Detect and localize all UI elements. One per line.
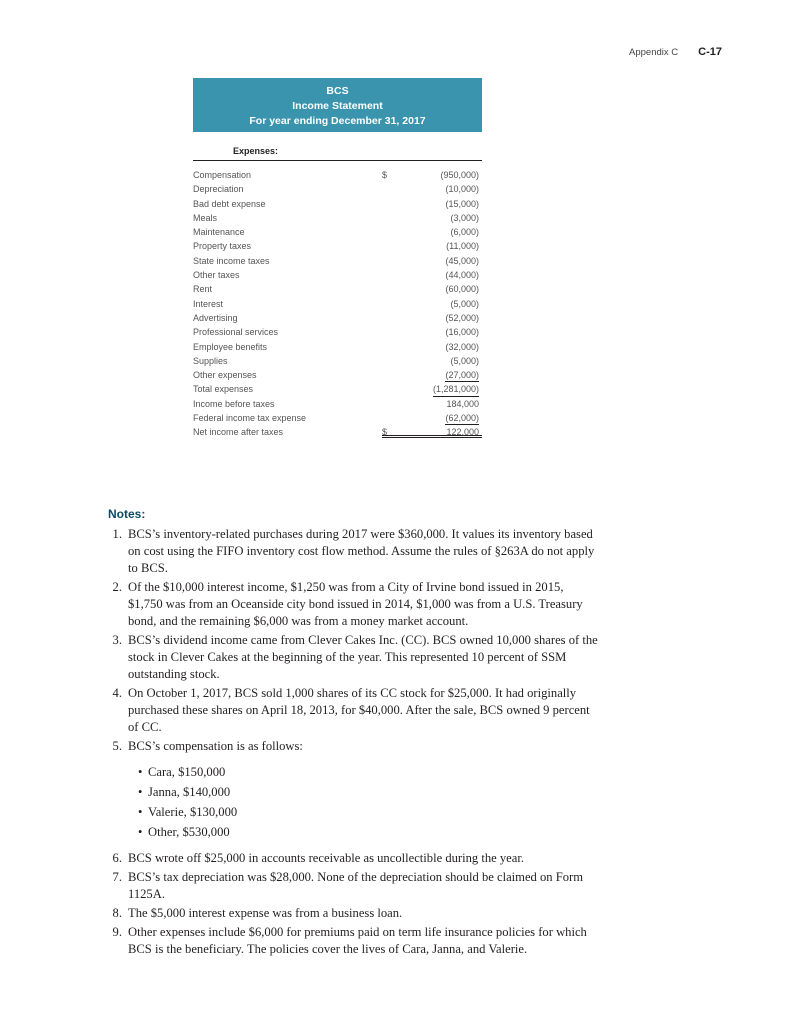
- row-currency: $: [382, 427, 388, 438]
- note-number: 8.: [112, 906, 122, 920]
- statement-row: [193, 282, 482, 296]
- row-value: 184,000: [446, 398, 479, 409]
- row-currency: [382, 211, 390, 225]
- note-text: BCS’s tax depreciation was $28,000. None of the depreciation should be claimed on Form 1125A.: [128, 870, 584, 901]
- appendix-label: Appendix C: [629, 47, 679, 58]
- row-currency: [382, 268, 390, 282]
- note-item: [112, 738, 598, 755]
- row-currency: [382, 282, 390, 296]
- income-before-taxes-row: [193, 397, 482, 411]
- row-label: State income taxes: [193, 255, 270, 266]
- row-label: Advertising: [193, 312, 238, 323]
- note-number: 7.: [112, 870, 122, 884]
- row-value: (6,000): [450, 227, 479, 238]
- row-label: Meals: [193, 212, 218, 223]
- running-head: [629, 46, 722, 58]
- total-expenses-row: [193, 382, 482, 396]
- row-label: Other expenses: [193, 370, 257, 381]
- note-item: [112, 632, 598, 683]
- row-label: Maintenance: [193, 227, 245, 238]
- note-item: [112, 850, 598, 867]
- statement-row: [193, 340, 482, 354]
- statement-title: Income Statement: [292, 100, 383, 112]
- net-income-row: [193, 425, 482, 439]
- page-number: C-17: [698, 46, 722, 58]
- expenses-heading: Expenses:: [193, 146, 482, 161]
- statement-rows: [193, 168, 482, 440]
- row-label: Rent: [193, 284, 213, 295]
- statement-row: [193, 354, 482, 368]
- note-number: 3.: [112, 633, 122, 647]
- row-label: Federal income tax expense: [193, 413, 307, 424]
- row-currency: $: [382, 170, 388, 180]
- row-currency: [382, 225, 390, 239]
- row-label: Income before taxes: [193, 398, 275, 409]
- note-item: [112, 924, 598, 958]
- row-currency: [382, 325, 390, 339]
- row-value: (950,000): [440, 170, 479, 180]
- row-value: (1,281,000): [433, 382, 479, 396]
- row-value: (45,000): [445, 255, 479, 266]
- row-currency: [382, 182, 390, 196]
- row-label: Property taxes: [193, 241, 252, 252]
- statement-row: [193, 268, 482, 282]
- statement-row: [193, 197, 482, 211]
- statement-row: [193, 368, 482, 382]
- federal-tax-row: [193, 411, 482, 425]
- row-value: (5,000): [450, 298, 479, 309]
- row-value: (15,000): [445, 198, 479, 209]
- row-label: Professional services: [193, 327, 279, 338]
- row-value: (10,000): [445, 184, 479, 195]
- row-value: (3,000): [450, 212, 479, 223]
- compensation-item: • Janna, $140,000: [138, 784, 598, 801]
- row-value: (62,000): [445, 411, 479, 425]
- note-item: [112, 905, 598, 922]
- compensation-list: [138, 764, 598, 841]
- note-number: 2.: [112, 580, 122, 594]
- note-text: Other expenses include $6,000 for premiums paid on term life insurance policies for which BCS is the beneficiary. The policies cover the lives of Cara, Janna, and Valerie.: [128, 925, 587, 956]
- row-value: (11,000): [446, 241, 479, 252]
- row-value: (60,000): [445, 284, 479, 295]
- row-currency: [382, 297, 390, 311]
- row-label: Total expenses: [193, 384, 254, 395]
- statement-header: [193, 78, 482, 132]
- row-label: Net income after taxes: [193, 427, 284, 438]
- statement-row: [193, 297, 482, 311]
- statement-row: [193, 239, 482, 253]
- note-text: Of the $10,000 interest income, $1,250 was from a City of Irvine bond issued in 2015, $1,750 was from an Oceanside city bond issued in 2014, $1,000 was from a U.S. Treasury bond, and the remaining $6,000 was from a money market account.: [128, 580, 583, 628]
- statement-row: [193, 168, 482, 182]
- row-currency: [382, 368, 390, 382]
- notes-title: Notes:: [108, 507, 146, 521]
- note-text: BCS’s dividend income came from Clever Cakes Inc. (CC). BCS owned 10,000 shares of the stock in Clever Cakes at the beginning of the year. This represented 10 percent of SSM outstanding stock.: [128, 633, 598, 681]
- row-label: Supplies: [193, 355, 228, 366]
- note-number: 4.: [112, 686, 122, 700]
- statement-row: [193, 254, 482, 268]
- row-label: Bad debt expense: [193, 198, 266, 209]
- statement-period: For year ending December 31, 2017: [249, 115, 426, 127]
- row-label: Interest: [193, 298, 224, 309]
- compensation-item: • Valerie, $130,000: [138, 804, 598, 821]
- row-currency: [382, 354, 390, 368]
- income-statement: [193, 78, 482, 440]
- statement-row: [193, 211, 482, 225]
- row-value: (44,000): [445, 270, 479, 281]
- row-currency: [382, 340, 390, 354]
- compensation-item: • Cara, $150,000: [138, 764, 598, 781]
- row-label: Compensation: [193, 170, 252, 180]
- row-value: (52,000): [445, 312, 479, 323]
- row-currency: [382, 197, 390, 211]
- row-currency: [382, 397, 390, 411]
- note-text: BCS’s inventory-related purchases during 2017 were $360,000. It values its inventory based on cost using the FIFO inventory cost flow method. Assume the rules of §263A do not apply to BCS.: [128, 527, 595, 575]
- row-currency: [382, 254, 390, 268]
- statement-row: [193, 311, 482, 325]
- company-name: BCS: [326, 85, 349, 97]
- note-item: [112, 869, 598, 903]
- note-text: On October 1, 2017, BCS sold 1,000 shares of its CC stock for $25,000. It had originally purchased these shares on April 18, 2013, for $40,000. After the sale, BCS owned 9 percent of CC.: [128, 686, 590, 734]
- statement-row: [193, 182, 482, 196]
- row-currency: [382, 411, 390, 425]
- note-number: 6.: [112, 851, 122, 865]
- row-label: Other taxes: [193, 270, 240, 281]
- note-number: 5.: [112, 739, 122, 753]
- compensation-item: • Other, $530,000: [138, 824, 598, 841]
- row-value: 122,000: [446, 427, 479, 438]
- statement-row: [193, 325, 482, 339]
- row-currency: [382, 311, 390, 325]
- notes-section: [108, 506, 598, 960]
- note-text: BCS wrote off $25,000 in accounts receivable as uncollectible during the year.: [128, 851, 525, 865]
- row-value: (5,000): [450, 355, 479, 366]
- note-text: The $5,000 interest expense was from a business loan.: [128, 906, 403, 920]
- row-label: Depreciation: [193, 184, 244, 195]
- note-number: 9.: [112, 925, 122, 939]
- note-text: BCS’s compensation is as follows:: [128, 739, 303, 753]
- row-label: Employee benefits: [193, 341, 268, 352]
- row-value: (32,000): [445, 341, 479, 352]
- note-number: 1.: [112, 527, 122, 541]
- statement-row: [193, 225, 482, 239]
- note-item: [112, 526, 598, 577]
- row-currency: [382, 239, 390, 253]
- note-item: [112, 685, 598, 736]
- row-currency: [382, 382, 390, 396]
- row-value: (16,000): [445, 327, 479, 338]
- row-value: (27,000): [445, 368, 479, 382]
- note-item: [112, 579, 598, 630]
